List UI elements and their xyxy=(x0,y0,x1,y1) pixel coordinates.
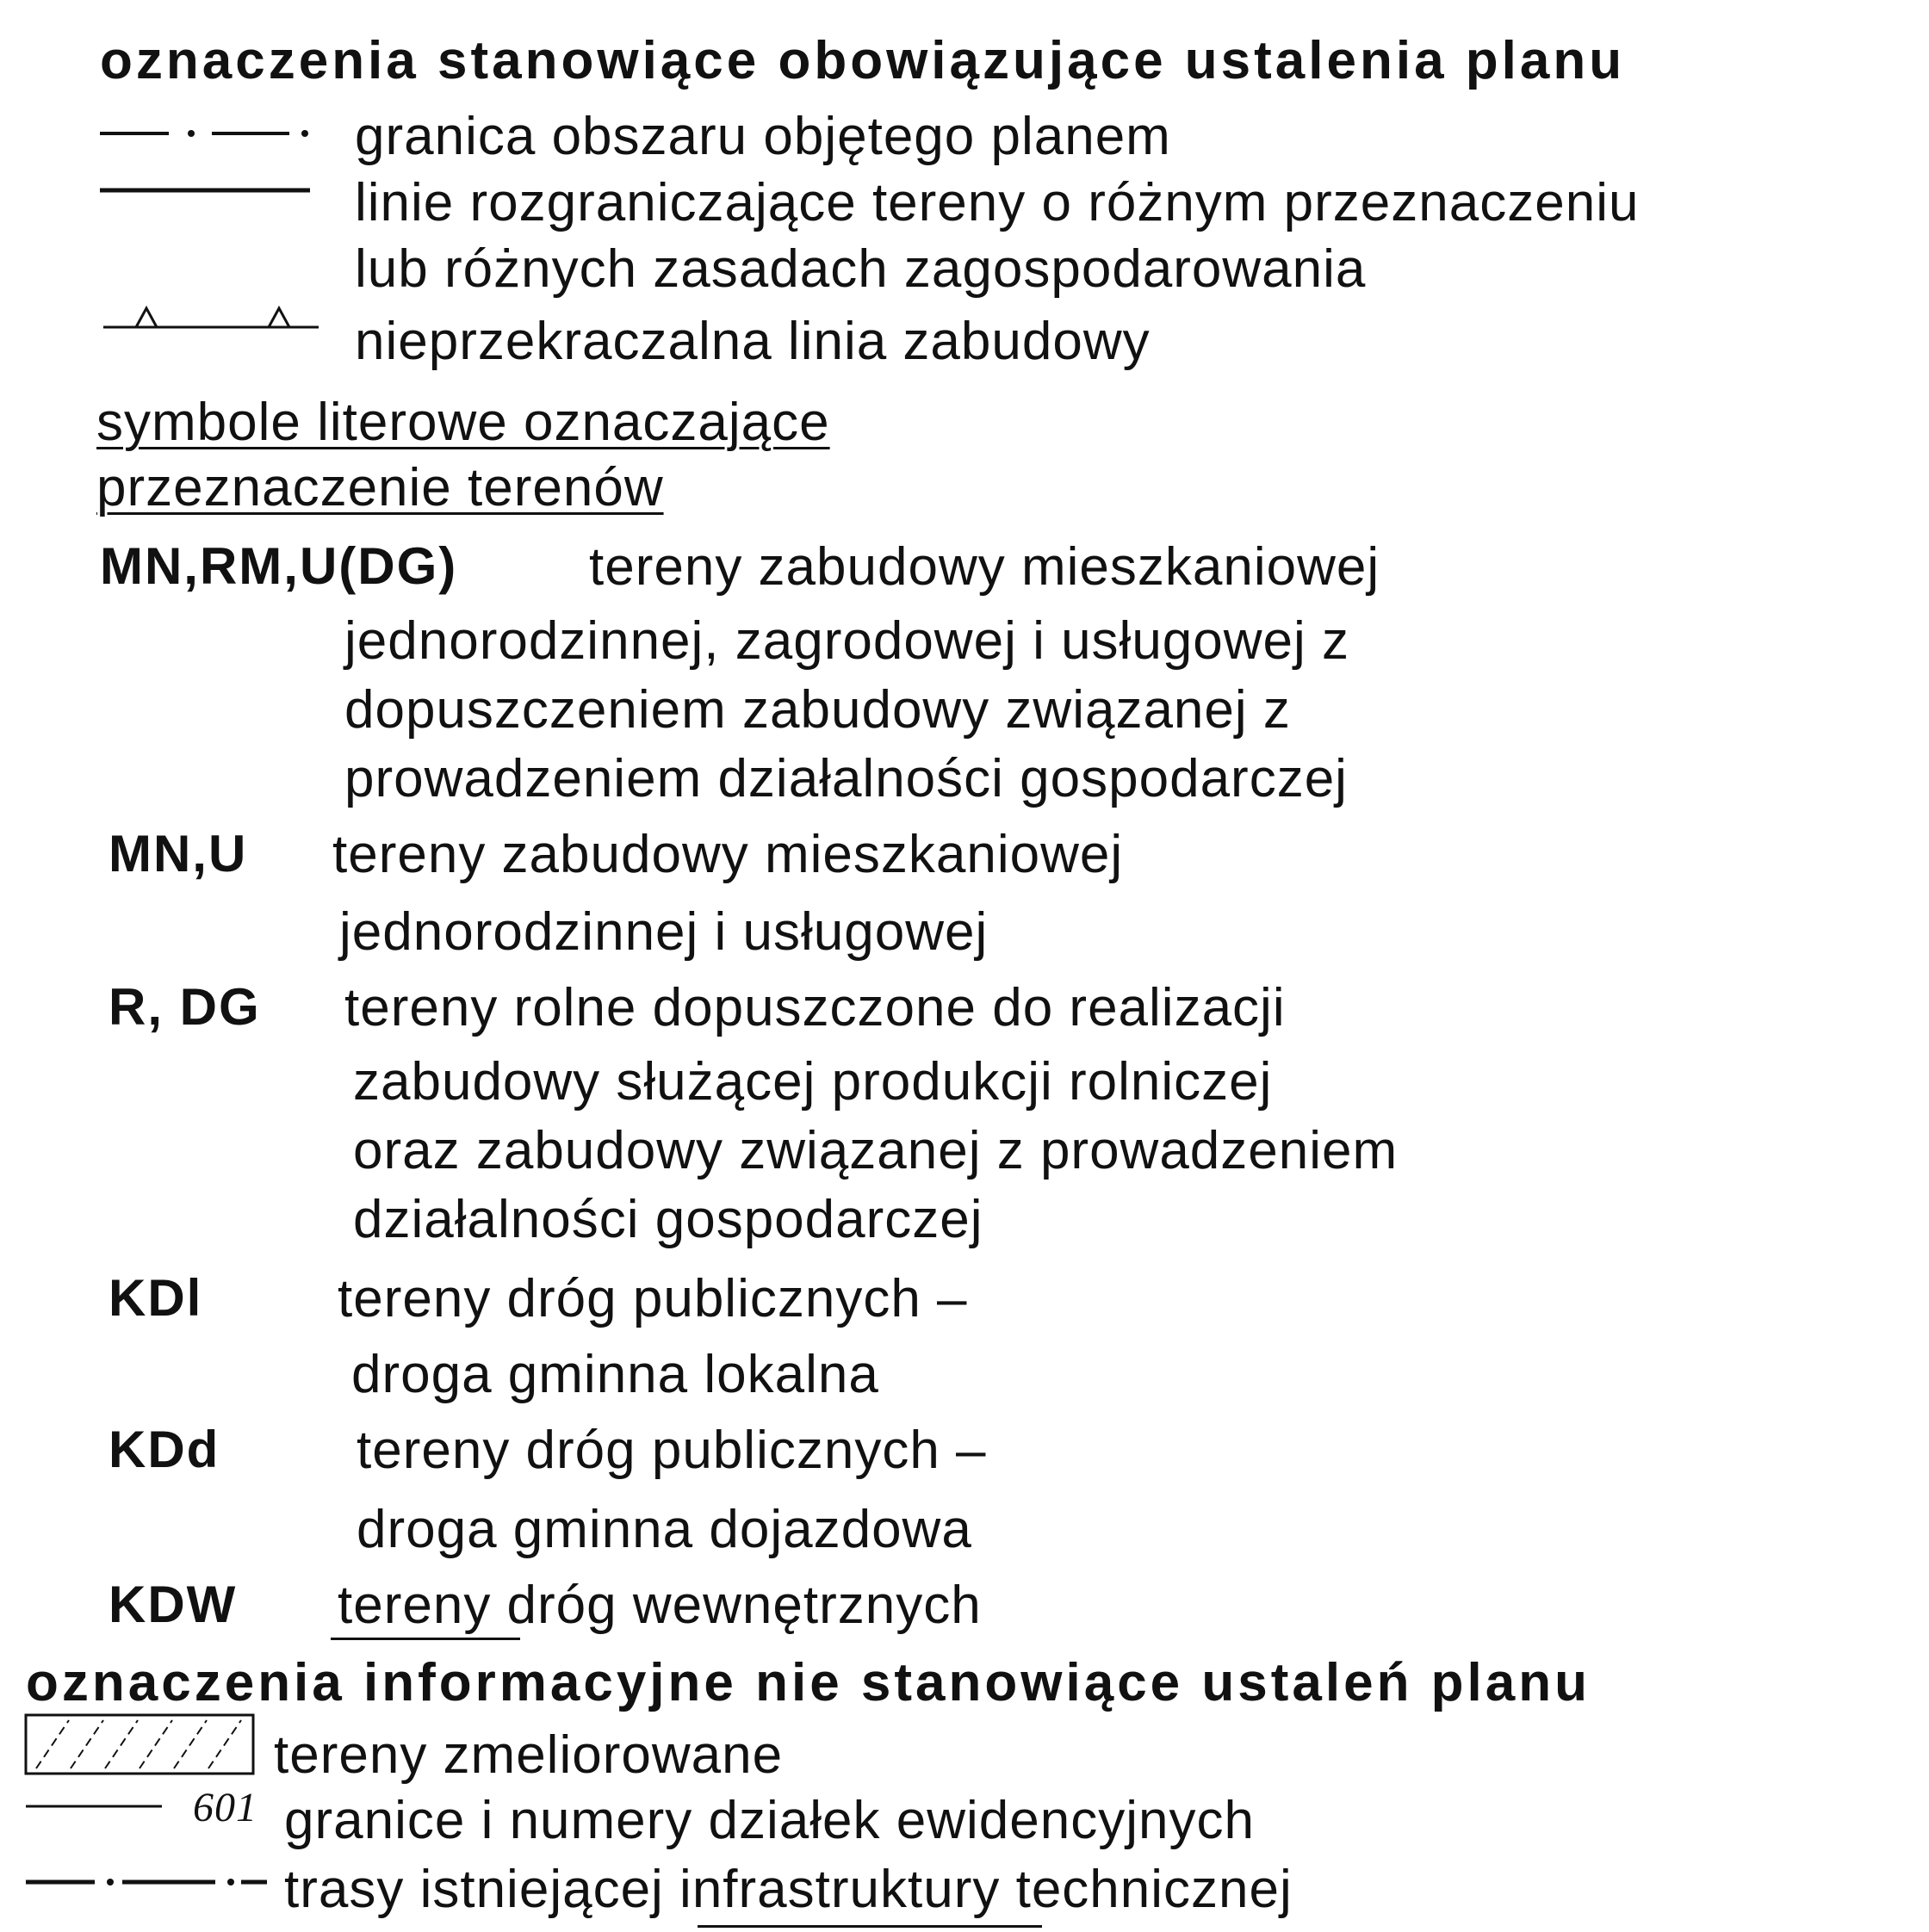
legend-item-text: nieprzekraczalna linia zabudowy xyxy=(355,312,1151,371)
separator-line xyxy=(331,1638,520,1640)
symbols-heading-line2: przeznaczenie terenów xyxy=(96,458,664,517)
symbol-desc: droga gminna lokalna xyxy=(351,1345,879,1404)
symbol-desc: zabudowy służącej produkcji rolniczej xyxy=(353,1052,1273,1112)
symbol-code: KDl xyxy=(109,1269,203,1327)
info-item-text: trasy istniejącej infrastruktury technicznej xyxy=(284,1860,1293,1919)
solid-line-icon xyxy=(100,184,310,196)
building-line-icon xyxy=(103,301,319,332)
symbol-desc: działalności gospodarczej xyxy=(353,1190,983,1249)
symbol-desc: jednorodzinnej, zagrodowej i usługowej z xyxy=(344,611,1350,671)
legend-item-text-cont: lub różnych zasadach zagospodarowania xyxy=(355,239,1367,299)
symbol-desc: tereny dróg publicznych – xyxy=(338,1269,968,1328)
symbol-desc: jednorodzinnej i usługowej xyxy=(339,902,989,962)
symbol-desc: droga gminna dojazdowa xyxy=(357,1500,972,1559)
symbols-heading-line1: symbole literowe oznaczające xyxy=(96,393,830,452)
hatched-box-icon xyxy=(24,1713,255,1775)
info-item-text: tereny zmeliorowane xyxy=(274,1725,784,1785)
symbol-desc: prowadzeniem działalności gospodarczej xyxy=(344,749,1348,808)
symbol-desc: dopuszczeniem zabudowy związanej z xyxy=(344,680,1291,740)
symbol-desc: tereny zabudowy mieszkaniowej xyxy=(332,825,1124,884)
symbol-code: KDd xyxy=(109,1421,220,1478)
legend-item-text: linie rozgraniczające tereny o różnym przeznaczeniu xyxy=(355,173,1640,232)
parcel-number: 601 xyxy=(193,1785,257,1830)
legend-item-text: granica obszaru objętego planem xyxy=(355,107,1171,166)
symbol-desc: tereny dróg publicznych – xyxy=(357,1421,987,1480)
dash-dot-line-icon xyxy=(100,127,307,139)
binding-heading: oznaczenia stanowiące obowiązujące ustalenia planu xyxy=(100,31,1626,90)
symbol-code: KDW xyxy=(109,1576,238,1633)
separator-line xyxy=(698,1925,1042,1928)
parcel-line-icon xyxy=(26,1803,164,1810)
symbol-desc: oraz zabudowy związanej z prowadzeniem xyxy=(353,1121,1399,1180)
symbol-desc: tereny rolne dopuszczone do realizacji xyxy=(344,978,1286,1037)
symbol-code: MN,RM,U(DG) xyxy=(100,537,458,595)
symbol-desc: tereny zabudowy mieszkaniowej xyxy=(589,537,1380,597)
dash-dot-line-icon xyxy=(26,1877,267,1887)
info-heading: oznaczenia informacyjne nie stanowiące ustaleń planu xyxy=(26,1653,1591,1712)
symbol-code: R, DG xyxy=(109,978,261,1036)
symbol-desc: tereny dróg wewnętrznych xyxy=(338,1576,982,1635)
info-item-text: granice i numery działek ewidencyjnych xyxy=(284,1791,1255,1850)
symbol-code: MN,U xyxy=(109,825,248,882)
